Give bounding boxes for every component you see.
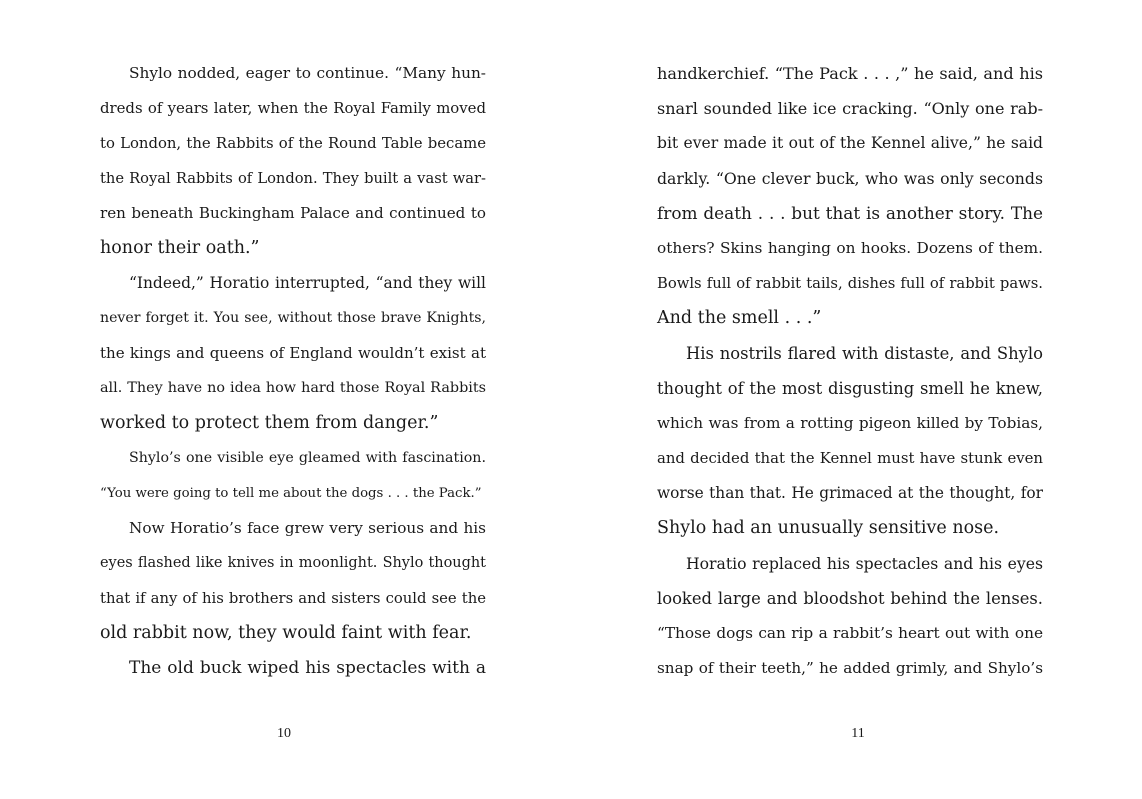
text-line: And the smell . . .”	[657, 308, 822, 328]
text-line: “Indeed,” Horatio interrupted, “and they will	[129, 274, 486, 292]
text-line: snarl sounded like ice cracking. “Only one rab-	[657, 99, 1043, 118]
text-line: Shylo’s one visible eye gleamed with fascination.	[129, 450, 486, 466]
text-line: The old buck wiped his spectacles with a	[129, 658, 486, 678]
text-line: never forget it. You see, without those brave Knights,	[100, 310, 486, 326]
page-number-left: 10	[277, 726, 291, 741]
text-line: darkly. “One clever buck, who was only seconds	[657, 169, 1043, 188]
text-line: bit ever made it out of the Kennel alive,” he said	[657, 134, 1043, 152]
text-line: old rabbit now, they would faint with fear.	[100, 623, 472, 643]
text-line: worse than that. He grimaced at the thought, for	[657, 484, 1043, 502]
text-line: Now Horatio’s face grew very serious and his	[129, 519, 486, 537]
text-line: dreds of years later, when the Royal Family moved	[100, 99, 486, 117]
text-line: handkerchief. “The Pack . . . ,” he said, and his	[657, 64, 1043, 83]
text-line: His nostrils flared with distaste, and Shylo	[686, 344, 1043, 363]
text-line: from death . . . but that is another story. The	[657, 203, 1043, 223]
text-line: and decided that the Kennel must have stunk even	[657, 449, 1043, 467]
text-line: that if any of his brothers and sisters could see the	[100, 590, 486, 607]
text-line: thought of the most disgusting smell he knew,	[657, 379, 1043, 398]
text-line: snap of their teeth,” he added grimly, and Shylo’s	[657, 659, 1043, 677]
text-line: Shylo nodded, eager to continue. “Many hun-	[129, 64, 486, 82]
text-line: worked to protect them from danger.”	[100, 413, 439, 433]
text-line: to London, the Rabbits of the Round Table became	[100, 135, 486, 152]
text-line: “You were going to tell me about the dogs . . . the Pack.”	[100, 486, 482, 501]
text-line: others? Skins hanging on hooks. Dozens of them.	[657, 239, 1043, 257]
text-line: looked large and bloodshot behind the lenses.	[657, 589, 1043, 608]
text-line: eyes flashed like knives in moonlight. Shylo thought	[100, 555, 486, 571]
text-line: honor their oath.”	[100, 238, 260, 258]
left-page	[100, 56, 486, 686]
text-line: the Royal Rabbits of London. They built a vast war-	[100, 170, 486, 187]
text-line: ren beneath Buckingham Palace and continued to	[100, 204, 486, 222]
text-line: all. They have no idea how hard those Royal Rabbits	[100, 380, 486, 396]
text-line: “Those dogs can rip a rabbit’s heart out with one	[657, 624, 1043, 642]
text-line: which was from a rotting pigeon killed by Tobias,	[657, 414, 1043, 432]
right-page	[657, 56, 1043, 686]
text-line: Shylo had an unusually sensitive nose.	[657, 518, 1000, 538]
page-number-right: 11	[851, 726, 865, 741]
text-line: the kings and queens of England wouldn’t exist at	[100, 344, 486, 362]
text-line: Bowls full of rabbit tails, dishes full of rabbit paws.	[657, 275, 1043, 292]
text-line: Horatio replaced his spectacles and his eyes	[686, 554, 1043, 573]
